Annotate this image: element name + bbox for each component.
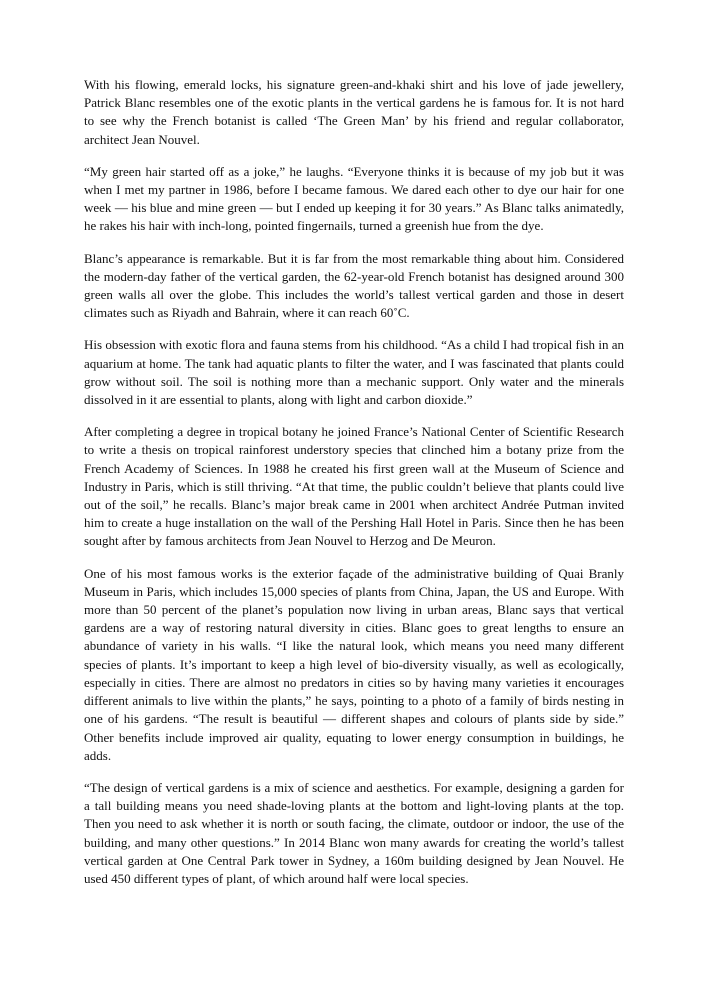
paragraph-6: One of his most famous works is the exterior façade of the administrative building of Quai Branly Museum in Paris, which includes 15,000 species of plants from China, Japan, the US and Europe. With more than 50 percent of the planet’s population now living in urban areas, Blanc says that vertical gardens are a way of restoring natural diversity in cities. Blanc goes to great lengths to ensure an abundance of variety in his walls. “I like the natural look, which means you need many different species of plants. It’s important to keep a high level of bio-diversity visually, as well as ecologically, especially in cities. There are almost no predators in cities so by having many varieties it encourages different animals to live within the plants,” he says, pointing to a photo of a family of birds nesting in one of his gardens. “The result is beautiful — different shapes and colours of plants side by side.” Other benefits include improved air quality, equating to lower energy consumption in buildings, he adds. xyxy=(84,565,624,763)
article-body xyxy=(84,76,624,902)
paragraph-4: His obsession with exotic flora and fauna stems from his childhood. “As a child I had tropical fish in an aquarium at home. The tank had aquatic plants to filter the water, and I was fascinated that plants could grow without soil. The soil is nothing more than a mechanic support. Only water and the minerals dissolved in it are essential to plants, along with light and carbon dioxide.” xyxy=(84,337,624,408)
paragraph-1: With his flowing, emerald locks, his signature green-and-khaki shirt and his love of jade jewellery, Patrick Blanc resembles one of the exotic plants in the vertical gardens he is famous for. It is not hard to see why the French botanist is called ‘The Green Man’ by his friend and regular collaborator, architect Jean Nouvel. xyxy=(84,77,624,147)
paragraph-3: Blanc’s appearance is remarkable. But it is far from the most remarkable thing about him. Considered the modern-day father of the vertical garden, the 62-year-old French botanist has designed around 300 green walls all over the globe. This includes the world’s tallest vertical garden and those in desert climates such as Riyadh and Bahrain, where it can reach 60˚C. xyxy=(84,250,624,321)
paragraph-5: After completing a degree in tropical botany he joined France’s National Center of Scientific Research to write a thesis on tropical rainforest understory species that clinched him a botany prize from the French Academy of Sciences. In 1988 he created his first green wall at the Museum of Science and Industry in Paris, which is still thriving. “At that time, the public couldn’t believe that plants could live out of the soil,” he recalls. Blanc’s major break came in 2001 when architect Andrée Putman invited him to create a huge installation on the wall of the Pershing Hall Hotel in Paris. Since then he has been sought after by famous architects from Jean Nouvel to Herzog and De Meuron. xyxy=(84,424,624,549)
paragraph-2: “My green hair started off as a joke,” he laughs. “Everyone thinks it is because of my job but it was when I met my partner in 1986, before I became famous. We dared each other to dye our hair for one week — his blue and mine green — but I ended up keeping it for 30 years.” As Blanc talks animatedly, he rakes his hair with inch-long, pointed fingernails, turned a greenish hue from the dye. xyxy=(84,163,624,234)
paragraph-7: “The design of vertical gardens is a mix of science and aesthetics. For example, designing a garden for a tall building means you need shade-loving plants at the bottom and light-loving plants at the top. Then you need to ask whether it is north or south facing, the climate, outdoor or indoor, the use of the building, and many other questions.” In 2014 Blanc won many awards for creating the world’s tallest vertical garden at One Central Park tower in Sydney, a 160m building designed by Jean Nouvel. He used 450 different types of plant, of which around half were local species. xyxy=(84,779,624,886)
